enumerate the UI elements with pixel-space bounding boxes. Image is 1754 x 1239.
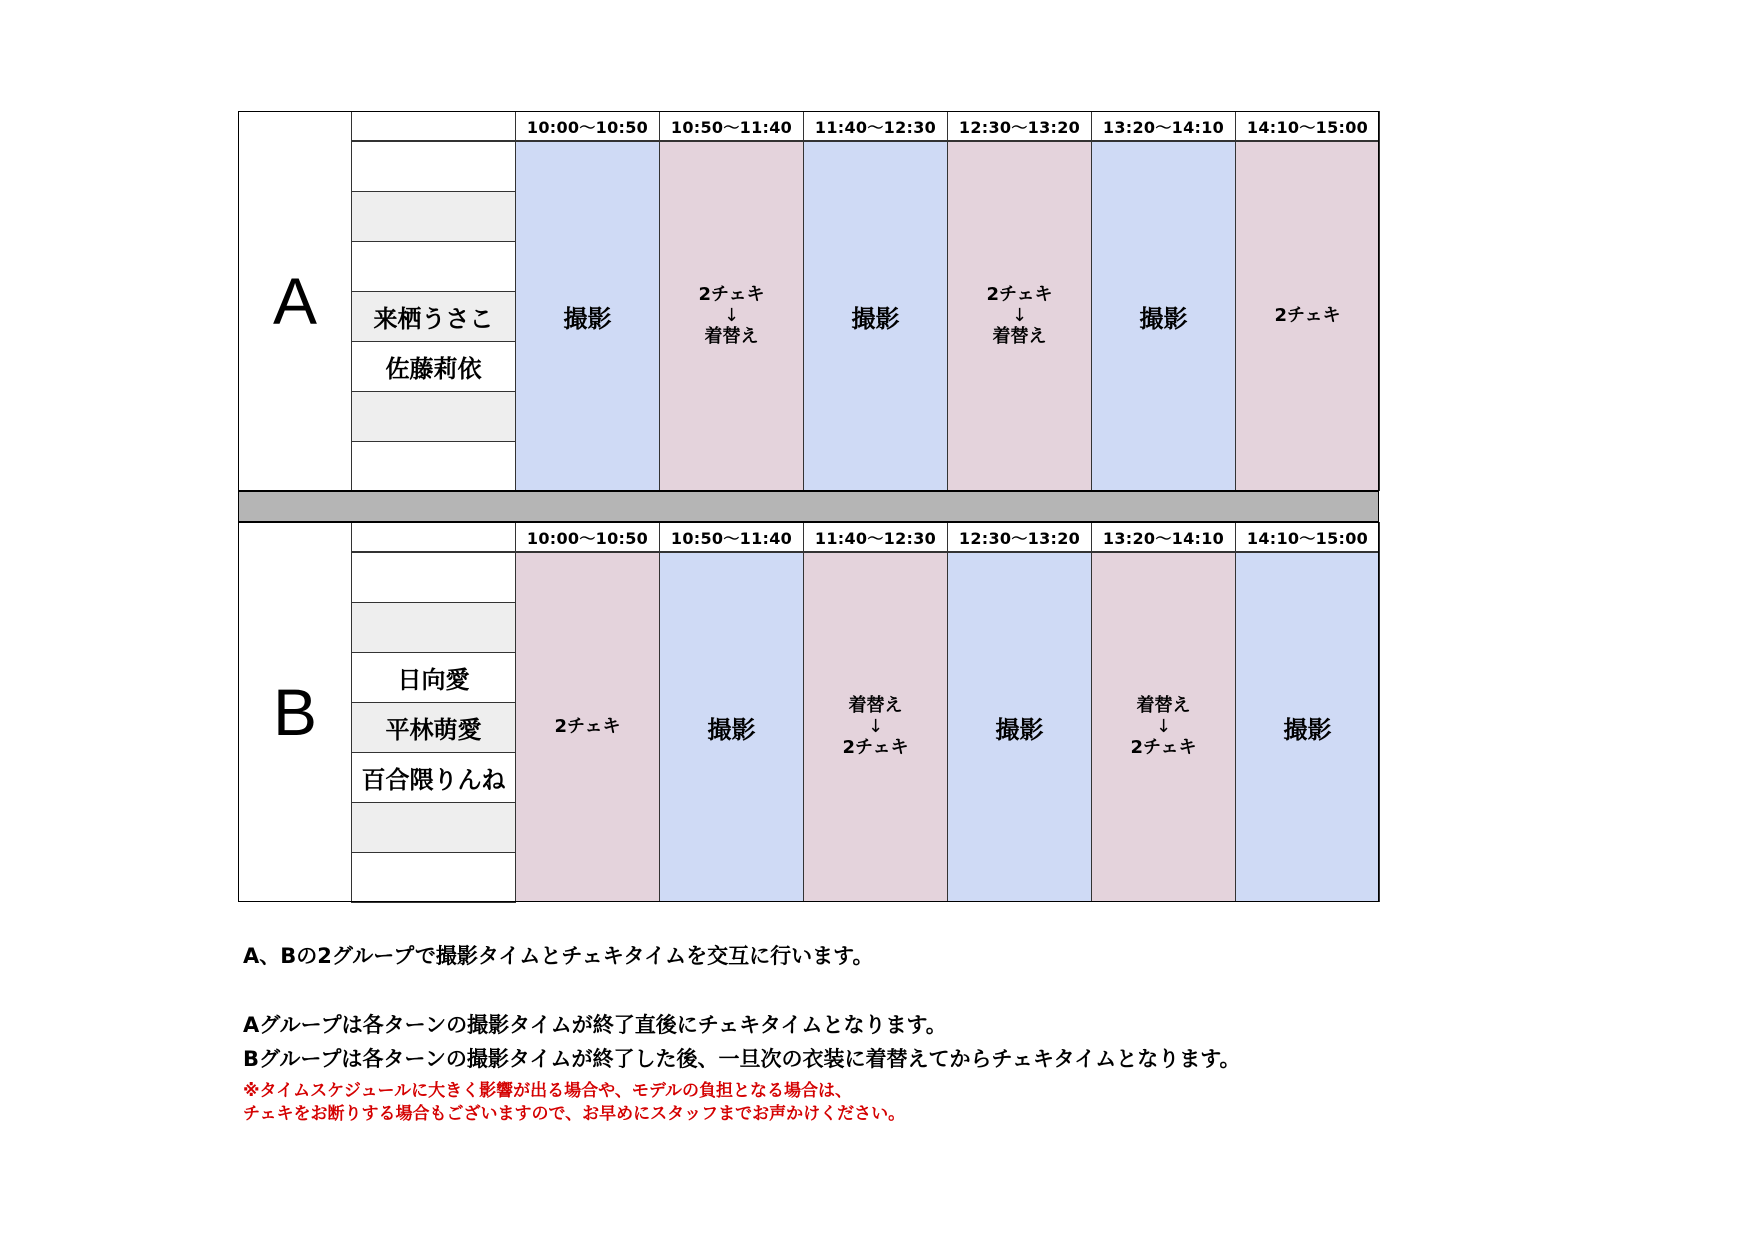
group-a-time-header: 12:30〜13:20 — [947, 111, 1092, 141]
group-a-time-header: 10:00〜10:50 — [515, 111, 660, 141]
group-a-time-header: 10:50〜11:40 — [659, 111, 804, 141]
warning-line-1: ※タイムスケジュールに大きく影響が出る場合や、モデルの負担となる場合は、 — [243, 1081, 852, 1101]
group-a-time-header: 11:40〜12:30 — [803, 111, 948, 141]
down-arrow-icon: ↓ — [1011, 305, 1028, 327]
activity-label: 2チェキ — [1130, 736, 1197, 758]
activity-label: 着替え — [704, 325, 759, 347]
group-b-member-row: 百合隈りんね — [351, 752, 516, 803]
activity-label: 2チェキ — [1274, 304, 1341, 326]
activity-label: 2チェキ — [554, 715, 621, 737]
down-arrow-icon: ↓ — [867, 716, 884, 738]
activity-label: 着替え — [992, 325, 1047, 347]
group-b-time-header: 13:20〜14:10 — [1091, 522, 1236, 552]
group-a-frame — [238, 111, 1379, 491]
note-line-2: Aグループは各ターンの撮影タイムが終了直後にチェキタイムとなります。 — [243, 1013, 947, 1037]
activity-label: 2チェキ — [698, 283, 765, 305]
activity-label: 着替え — [848, 694, 903, 716]
group-b-time-header: 12:30〜13:20 — [947, 522, 1092, 552]
activity-label: 撮影 — [563, 304, 612, 333]
activity-label: 撮影 — [995, 715, 1044, 744]
group-b-time-header: 11:40〜12:30 — [803, 522, 948, 552]
group-a-time-header: 13:20〜14:10 — [1091, 111, 1236, 141]
activity-label: 着替え — [1136, 694, 1191, 716]
group-a-member-row: 佐藤莉依 — [351, 341, 516, 392]
group-b-frame — [238, 522, 1379, 902]
down-arrow-icon: ↓ — [723, 305, 740, 327]
note-line-3: Bグループは各ターンの撮影タイムが終了した後、一旦次の衣装に着替えてからチェキタイムとなります。 — [243, 1047, 1241, 1071]
activity-label: 2チェキ — [986, 283, 1053, 305]
group-a-label: A — [238, 111, 352, 491]
activity-label: 撮影 — [1283, 715, 1332, 744]
activity-label: 撮影 — [707, 715, 756, 744]
activity-label: 撮影 — [1139, 304, 1188, 333]
activity-label: 2チェキ — [842, 736, 909, 758]
down-arrow-icon: ↓ — [1155, 716, 1172, 738]
group-a-time-header: 14:10〜15:00 — [1235, 111, 1380, 141]
group-separator — [238, 491, 1379, 522]
activity-label: 撮影 — [851, 304, 900, 333]
group-b-time-header: 14:10〜15:00 — [1235, 522, 1380, 552]
group-b-label: B — [238, 522, 352, 902]
group-a-member-row: 来栖うさこ — [351, 291, 516, 342]
group-b-time-header: 10:50〜11:40 — [659, 522, 804, 552]
group-b-member-row: 日向愛 — [351, 652, 516, 703]
group-b-time-header: 10:00〜10:50 — [515, 522, 660, 552]
warning-line-2: チェキをお断りする場合もございますので、お早めにスタッフまでお声かけください。 — [243, 1104, 906, 1124]
group-b-member-row: 平林萌愛 — [351, 702, 516, 753]
note-line-1: A、Bの2グループで撮影タイムとチェキタイムを交互に行います。 — [243, 944, 874, 968]
